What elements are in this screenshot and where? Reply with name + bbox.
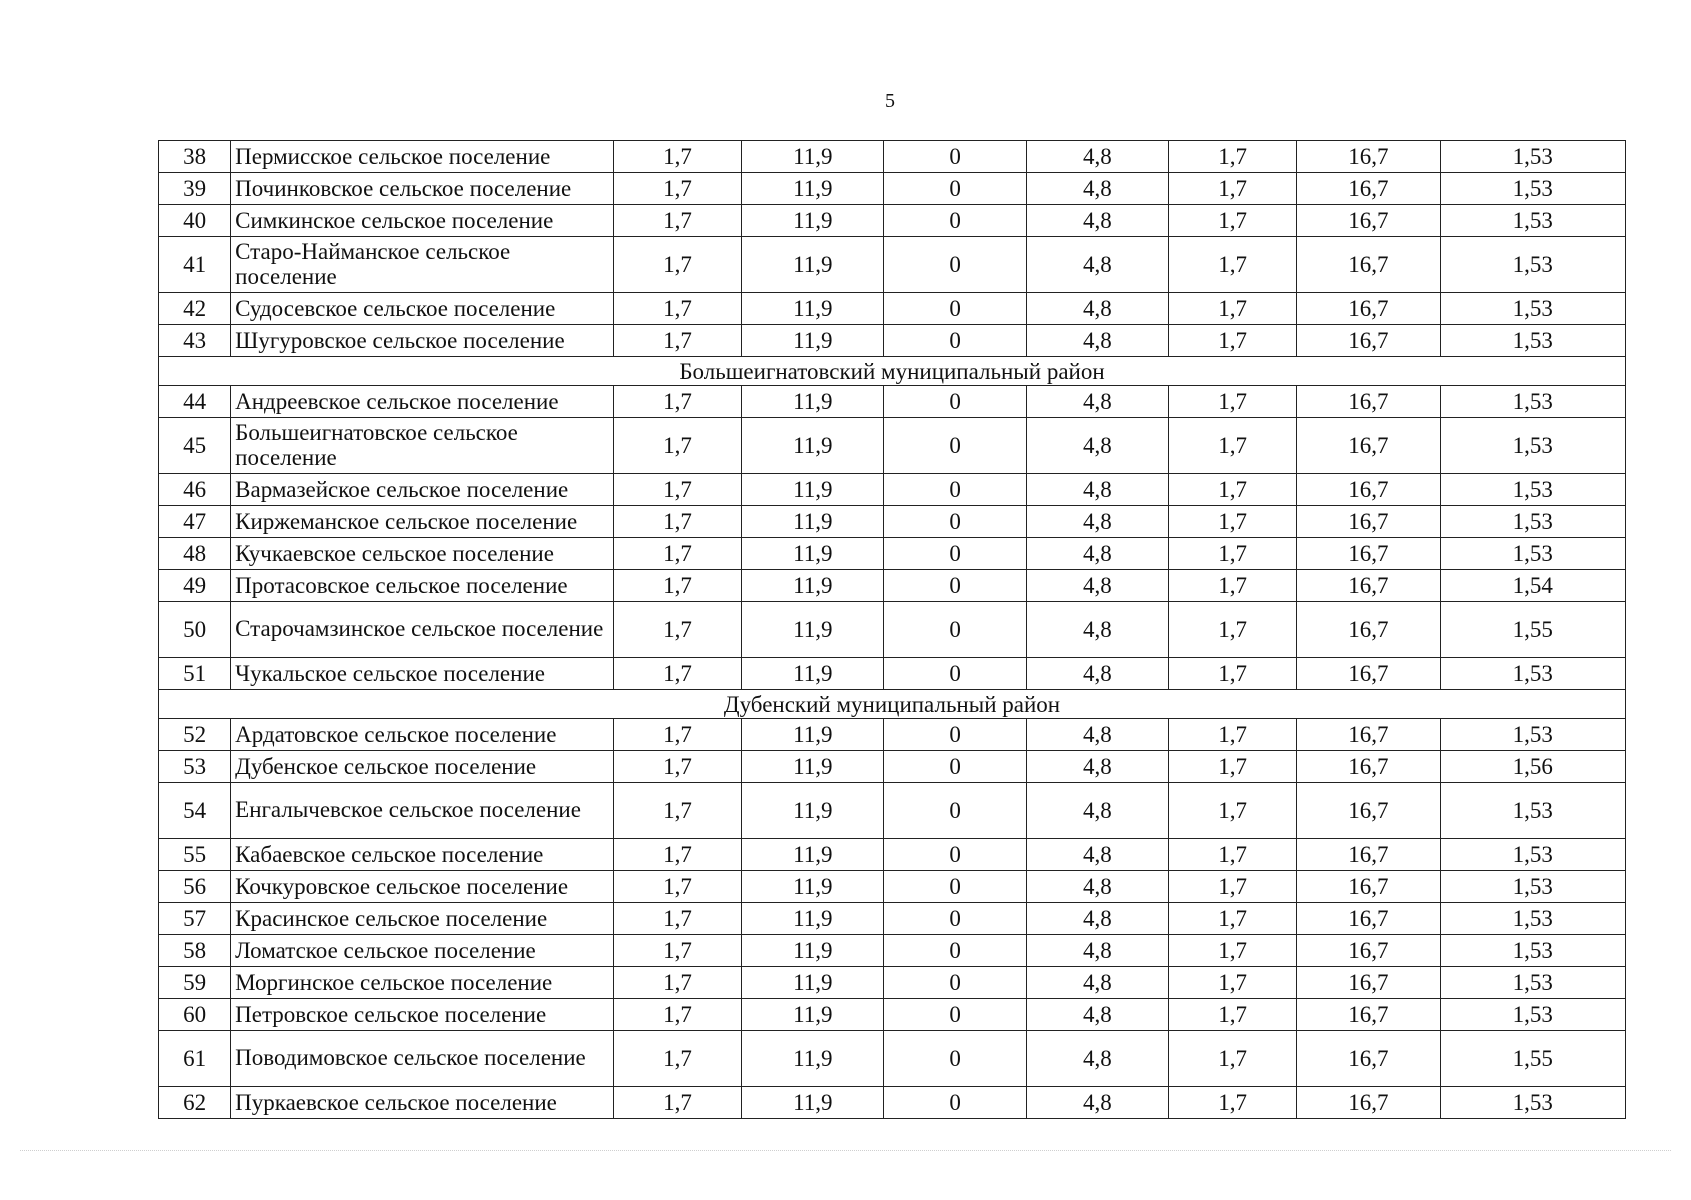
table-row	[159, 325, 1626, 357]
settlement-name: Пермисское сельское поселение	[231, 141, 614, 173]
settlement-name: Красинское сельское поселение	[231, 903, 614, 935]
value-cell: 1,54	[1440, 570, 1625, 602]
value-cell: 0	[884, 658, 1026, 690]
settlement-name: Киржеманское сельское поселение	[231, 506, 614, 538]
value-cell: 0	[884, 783, 1026, 839]
footer-rule	[20, 1150, 1671, 1151]
value-cell: 1,7	[613, 719, 741, 751]
value-cell: 1,7	[613, 538, 741, 570]
value-cell: 4,8	[1026, 658, 1168, 690]
table-row	[159, 602, 1626, 658]
value-cell: 4,8	[1026, 325, 1168, 357]
value-cell: 1,7	[613, 141, 741, 173]
value-cell: 16,7	[1297, 967, 1440, 999]
table-row	[159, 967, 1626, 999]
value-cell: 4,8	[1026, 839, 1168, 871]
row-number: 40	[159, 205, 231, 237]
table-row	[159, 999, 1626, 1031]
value-cell: 0	[884, 386, 1026, 418]
value-cell: 4,8	[1026, 538, 1168, 570]
value-cell: 0	[884, 967, 1026, 999]
value-cell: 1,7	[613, 570, 741, 602]
value-cell: 16,7	[1297, 783, 1440, 839]
value-cell: 0	[884, 506, 1026, 538]
value-cell: 4,8	[1026, 506, 1168, 538]
settlement-name: Симкинское сельское поселение	[231, 205, 614, 237]
table-row	[159, 839, 1626, 871]
value-cell: 1,7	[1169, 325, 1297, 357]
value-cell: 11,9	[742, 999, 884, 1031]
section-header-row	[159, 357, 1626, 386]
settlement-name: Починковское сельское поселение	[231, 173, 614, 205]
value-cell: 16,7	[1297, 237, 1440, 293]
row-number: 44	[159, 386, 231, 418]
value-cell: 11,9	[742, 474, 884, 506]
row-number: 52	[159, 719, 231, 751]
table-row	[159, 506, 1626, 538]
value-cell: 4,8	[1026, 205, 1168, 237]
table-row	[159, 474, 1626, 506]
value-cell: 0	[884, 173, 1026, 205]
value-cell: 1,7	[1169, 783, 1297, 839]
table-row	[159, 751, 1626, 783]
table-row	[159, 386, 1626, 418]
value-cell: 0	[884, 839, 1026, 871]
value-cell: 16,7	[1297, 602, 1440, 658]
value-cell: 0	[884, 871, 1026, 903]
value-cell: 11,9	[742, 903, 884, 935]
settlement-name: Большеигнатовское сельское поселение	[231, 418, 614, 474]
value-cell: 1,7	[613, 783, 741, 839]
settlement-name: Енгалычевское сельское поселение	[231, 783, 614, 839]
table-row	[159, 783, 1626, 839]
value-cell: 16,7	[1297, 903, 1440, 935]
row-number: 47	[159, 506, 231, 538]
value-cell: 0	[884, 719, 1026, 751]
value-cell: 1,7	[613, 205, 741, 237]
value-cell: 1,7	[1169, 293, 1297, 325]
settlement-name: Старочамзинское сельское поселение	[231, 602, 614, 658]
value-cell: 1,53	[1440, 658, 1625, 690]
value-cell: 11,9	[742, 602, 884, 658]
value-cell: 1,7	[1169, 141, 1297, 173]
table-row	[159, 173, 1626, 205]
value-cell: 4,8	[1026, 474, 1168, 506]
value-cell: 1,53	[1440, 839, 1625, 871]
value-cell: 1,53	[1440, 173, 1625, 205]
value-cell: 16,7	[1297, 658, 1440, 690]
section-title: Дубенский муниципальный район	[159, 690, 1626, 719]
value-cell: 11,9	[742, 141, 884, 173]
value-cell: 4,8	[1026, 386, 1168, 418]
section-header-row	[159, 690, 1626, 719]
row-number: 55	[159, 839, 231, 871]
value-cell: 1,53	[1440, 719, 1625, 751]
value-cell: 4,8	[1026, 999, 1168, 1031]
value-cell: 11,9	[742, 839, 884, 871]
settlement-name: Моргинское сельское поселение	[231, 967, 614, 999]
value-cell: 16,7	[1297, 506, 1440, 538]
value-cell: 4,8	[1026, 751, 1168, 783]
value-cell: 0	[884, 903, 1026, 935]
value-cell: 1,7	[613, 325, 741, 357]
value-cell: 16,7	[1297, 141, 1440, 173]
value-cell: 16,7	[1297, 474, 1440, 506]
value-cell: 11,9	[742, 719, 884, 751]
value-cell: 1,7	[613, 967, 741, 999]
value-cell: 1,7	[1169, 173, 1297, 205]
settlement-name: Поводимовское сельское поселение	[231, 1031, 614, 1087]
value-cell: 0	[884, 1031, 1026, 1087]
value-cell: 4,8	[1026, 719, 1168, 751]
table-row	[159, 570, 1626, 602]
value-cell: 1,55	[1440, 1031, 1625, 1087]
row-number: 39	[159, 173, 231, 205]
value-cell: 0	[884, 141, 1026, 173]
table-row	[159, 237, 1626, 293]
value-cell: 1,7	[1169, 418, 1297, 474]
value-cell: 0	[884, 237, 1026, 293]
value-cell: 1,7	[613, 751, 741, 783]
value-cell: 16,7	[1297, 1087, 1440, 1119]
value-cell: 16,7	[1297, 839, 1440, 871]
settlements-table	[158, 140, 1626, 1119]
value-cell: 16,7	[1297, 538, 1440, 570]
row-number: 46	[159, 474, 231, 506]
value-cell: 1,53	[1440, 903, 1625, 935]
value-cell: 1,7	[613, 602, 741, 658]
section-title: Большеигнатовский муниципальный район	[159, 357, 1626, 386]
value-cell: 1,7	[1169, 967, 1297, 999]
table-row	[159, 871, 1626, 903]
value-cell: 1,7	[1169, 237, 1297, 293]
table-row	[159, 903, 1626, 935]
settlement-name: Вармазейское сельское поселение	[231, 474, 614, 506]
value-cell: 16,7	[1297, 418, 1440, 474]
value-cell: 1,7	[613, 658, 741, 690]
value-cell: 11,9	[742, 325, 884, 357]
value-cell: 0	[884, 418, 1026, 474]
settlement-name: Кучкаевское сельское поселение	[231, 538, 614, 570]
table-row	[159, 293, 1626, 325]
value-cell: 1,53	[1440, 418, 1625, 474]
value-cell: 1,53	[1440, 293, 1625, 325]
value-cell: 0	[884, 751, 1026, 783]
table-row	[159, 141, 1626, 173]
value-cell: 1,7	[613, 871, 741, 903]
value-cell: 16,7	[1297, 999, 1440, 1031]
value-cell: 1,7	[1169, 839, 1297, 871]
table-body	[159, 141, 1626, 1119]
row-number: 59	[159, 967, 231, 999]
table-row	[159, 205, 1626, 237]
value-cell: 0	[884, 602, 1026, 658]
value-cell: 1,53	[1440, 967, 1625, 999]
value-cell: 0	[884, 474, 1026, 506]
value-cell: 1,53	[1440, 538, 1625, 570]
row-number: 38	[159, 141, 231, 173]
value-cell: 16,7	[1297, 173, 1440, 205]
value-cell: 11,9	[742, 658, 884, 690]
table-row	[159, 935, 1626, 967]
row-number: 51	[159, 658, 231, 690]
page-number: 5	[885, 90, 895, 112]
settlement-name: Кабаевское сельское поселение	[231, 839, 614, 871]
value-cell: 11,9	[742, 871, 884, 903]
value-cell: 1,7	[1169, 602, 1297, 658]
value-cell: 1,53	[1440, 141, 1625, 173]
value-cell: 16,7	[1297, 205, 1440, 237]
row-number: 62	[159, 1087, 231, 1119]
value-cell: 11,9	[742, 538, 884, 570]
value-cell: 1,53	[1440, 999, 1625, 1031]
value-cell: 1,7	[1169, 903, 1297, 935]
value-cell: 4,8	[1026, 903, 1168, 935]
value-cell: 16,7	[1297, 293, 1440, 325]
row-number: 56	[159, 871, 231, 903]
value-cell: 0	[884, 293, 1026, 325]
value-cell: 4,8	[1026, 418, 1168, 474]
value-cell: 1,7	[613, 999, 741, 1031]
value-cell: 0	[884, 205, 1026, 237]
value-cell: 11,9	[742, 570, 884, 602]
value-cell: 11,9	[742, 386, 884, 418]
settlement-name: Чукальское сельское поселение	[231, 658, 614, 690]
value-cell: 0	[884, 1087, 1026, 1119]
settlement-name: Кочкуровское сельское поселение	[231, 871, 614, 903]
settlement-name: Ардатовское сельское поселение	[231, 719, 614, 751]
row-number: 54	[159, 783, 231, 839]
value-cell: 4,8	[1026, 173, 1168, 205]
value-cell: 1,53	[1440, 506, 1625, 538]
value-cell: 1,7	[613, 237, 741, 293]
value-cell: 1,7	[1169, 570, 1297, 602]
table-row	[159, 418, 1626, 474]
row-number: 53	[159, 751, 231, 783]
value-cell: 11,9	[742, 1087, 884, 1119]
value-cell: 4,8	[1026, 570, 1168, 602]
table-row	[159, 538, 1626, 570]
settlement-name: Андреевское сельское поселение	[231, 386, 614, 418]
value-cell: 4,8	[1026, 783, 1168, 839]
value-cell: 1,7	[613, 1087, 741, 1119]
value-cell: 1,7	[613, 903, 741, 935]
value-cell: 1,7	[1169, 1031, 1297, 1087]
value-cell: 1,55	[1440, 602, 1625, 658]
value-cell: 1,53	[1440, 871, 1625, 903]
value-cell: 1,7	[1169, 719, 1297, 751]
value-cell: 16,7	[1297, 386, 1440, 418]
value-cell: 4,8	[1026, 871, 1168, 903]
value-cell: 1,53	[1440, 325, 1625, 357]
value-cell: 11,9	[742, 418, 884, 474]
settlement-name: Ломатское сельское поселение	[231, 935, 614, 967]
value-cell: 1,7	[1169, 1087, 1297, 1119]
row-number: 57	[159, 903, 231, 935]
settlement-name: Протасовское сельское поселение	[231, 570, 614, 602]
value-cell: 4,8	[1026, 141, 1168, 173]
value-cell: 1,7	[613, 173, 741, 205]
value-cell: 1,7	[1169, 871, 1297, 903]
value-cell: 16,7	[1297, 1031, 1440, 1087]
value-cell: 1,53	[1440, 1087, 1625, 1119]
value-cell: 11,9	[742, 173, 884, 205]
value-cell: 0	[884, 999, 1026, 1031]
value-cell: 1,7	[613, 474, 741, 506]
value-cell: 11,9	[742, 935, 884, 967]
table-row	[159, 1087, 1626, 1119]
value-cell: 16,7	[1297, 719, 1440, 751]
value-cell: 11,9	[742, 237, 884, 293]
value-cell: 0	[884, 935, 1026, 967]
value-cell: 16,7	[1297, 325, 1440, 357]
settlement-name: Дубенское сельское поселение	[231, 751, 614, 783]
value-cell: 1,53	[1440, 237, 1625, 293]
row-number: 48	[159, 538, 231, 570]
value-cell: 16,7	[1297, 570, 1440, 602]
value-cell: 0	[884, 325, 1026, 357]
row-number: 41	[159, 237, 231, 293]
value-cell: 1,53	[1440, 205, 1625, 237]
value-cell: 1,7	[1169, 506, 1297, 538]
value-cell: 1,7	[1169, 386, 1297, 418]
value-cell: 0	[884, 538, 1026, 570]
value-cell: 1,7	[1169, 205, 1297, 237]
value-cell: 1,7	[1169, 751, 1297, 783]
value-cell: 11,9	[742, 751, 884, 783]
value-cell: 0	[884, 570, 1026, 602]
value-cell: 1,7	[1169, 474, 1297, 506]
value-cell: 16,7	[1297, 935, 1440, 967]
value-cell: 4,8	[1026, 237, 1168, 293]
settlement-name: Шугуровское сельское поселение	[231, 325, 614, 357]
value-cell: 11,9	[742, 293, 884, 325]
value-cell: 1,7	[1169, 658, 1297, 690]
value-cell: 4,8	[1026, 602, 1168, 658]
value-cell: 11,9	[742, 506, 884, 538]
table-row	[159, 1031, 1626, 1087]
value-cell: 1,7	[1169, 538, 1297, 570]
table-row	[159, 719, 1626, 751]
value-cell: 4,8	[1026, 935, 1168, 967]
value-cell: 16,7	[1297, 751, 1440, 783]
settlement-name: Старо-Найманское сельское поселение	[231, 237, 614, 293]
row-number: 42	[159, 293, 231, 325]
value-cell: 1,53	[1440, 935, 1625, 967]
value-cell: 1,7	[613, 1031, 741, 1087]
value-cell: 4,8	[1026, 967, 1168, 999]
value-cell: 4,8	[1026, 293, 1168, 325]
value-cell: 16,7	[1297, 871, 1440, 903]
value-cell: 1,7	[613, 418, 741, 474]
row-number: 45	[159, 418, 231, 474]
row-number: 58	[159, 935, 231, 967]
value-cell: 1,7	[613, 839, 741, 871]
row-number: 61	[159, 1031, 231, 1087]
value-cell: 1,53	[1440, 386, 1625, 418]
row-number: 60	[159, 999, 231, 1031]
row-number: 50	[159, 602, 231, 658]
settlement-name: Судосевское сельское поселение	[231, 293, 614, 325]
value-cell: 11,9	[742, 205, 884, 237]
row-number: 49	[159, 570, 231, 602]
value-cell: 1,53	[1440, 474, 1625, 506]
settlement-name: Пуркаевское сельское поселение	[231, 1087, 614, 1119]
value-cell: 4,8	[1026, 1087, 1168, 1119]
value-cell: 1,53	[1440, 783, 1625, 839]
value-cell: 11,9	[742, 1031, 884, 1087]
value-cell: 1,7	[613, 386, 741, 418]
table-row	[159, 658, 1626, 690]
value-cell: 11,9	[742, 783, 884, 839]
value-cell: 1,7	[1169, 935, 1297, 967]
value-cell: 1,7	[613, 506, 741, 538]
value-cell: 1,7	[613, 293, 741, 325]
settlement-name: Петровское сельское поселение	[231, 999, 614, 1031]
value-cell: 11,9	[742, 967, 884, 999]
row-number: 43	[159, 325, 231, 357]
value-cell: 1,7	[613, 935, 741, 967]
value-cell: 4,8	[1026, 1031, 1168, 1087]
value-cell: 1,56	[1440, 751, 1625, 783]
value-cell: 1,7	[1169, 999, 1297, 1031]
